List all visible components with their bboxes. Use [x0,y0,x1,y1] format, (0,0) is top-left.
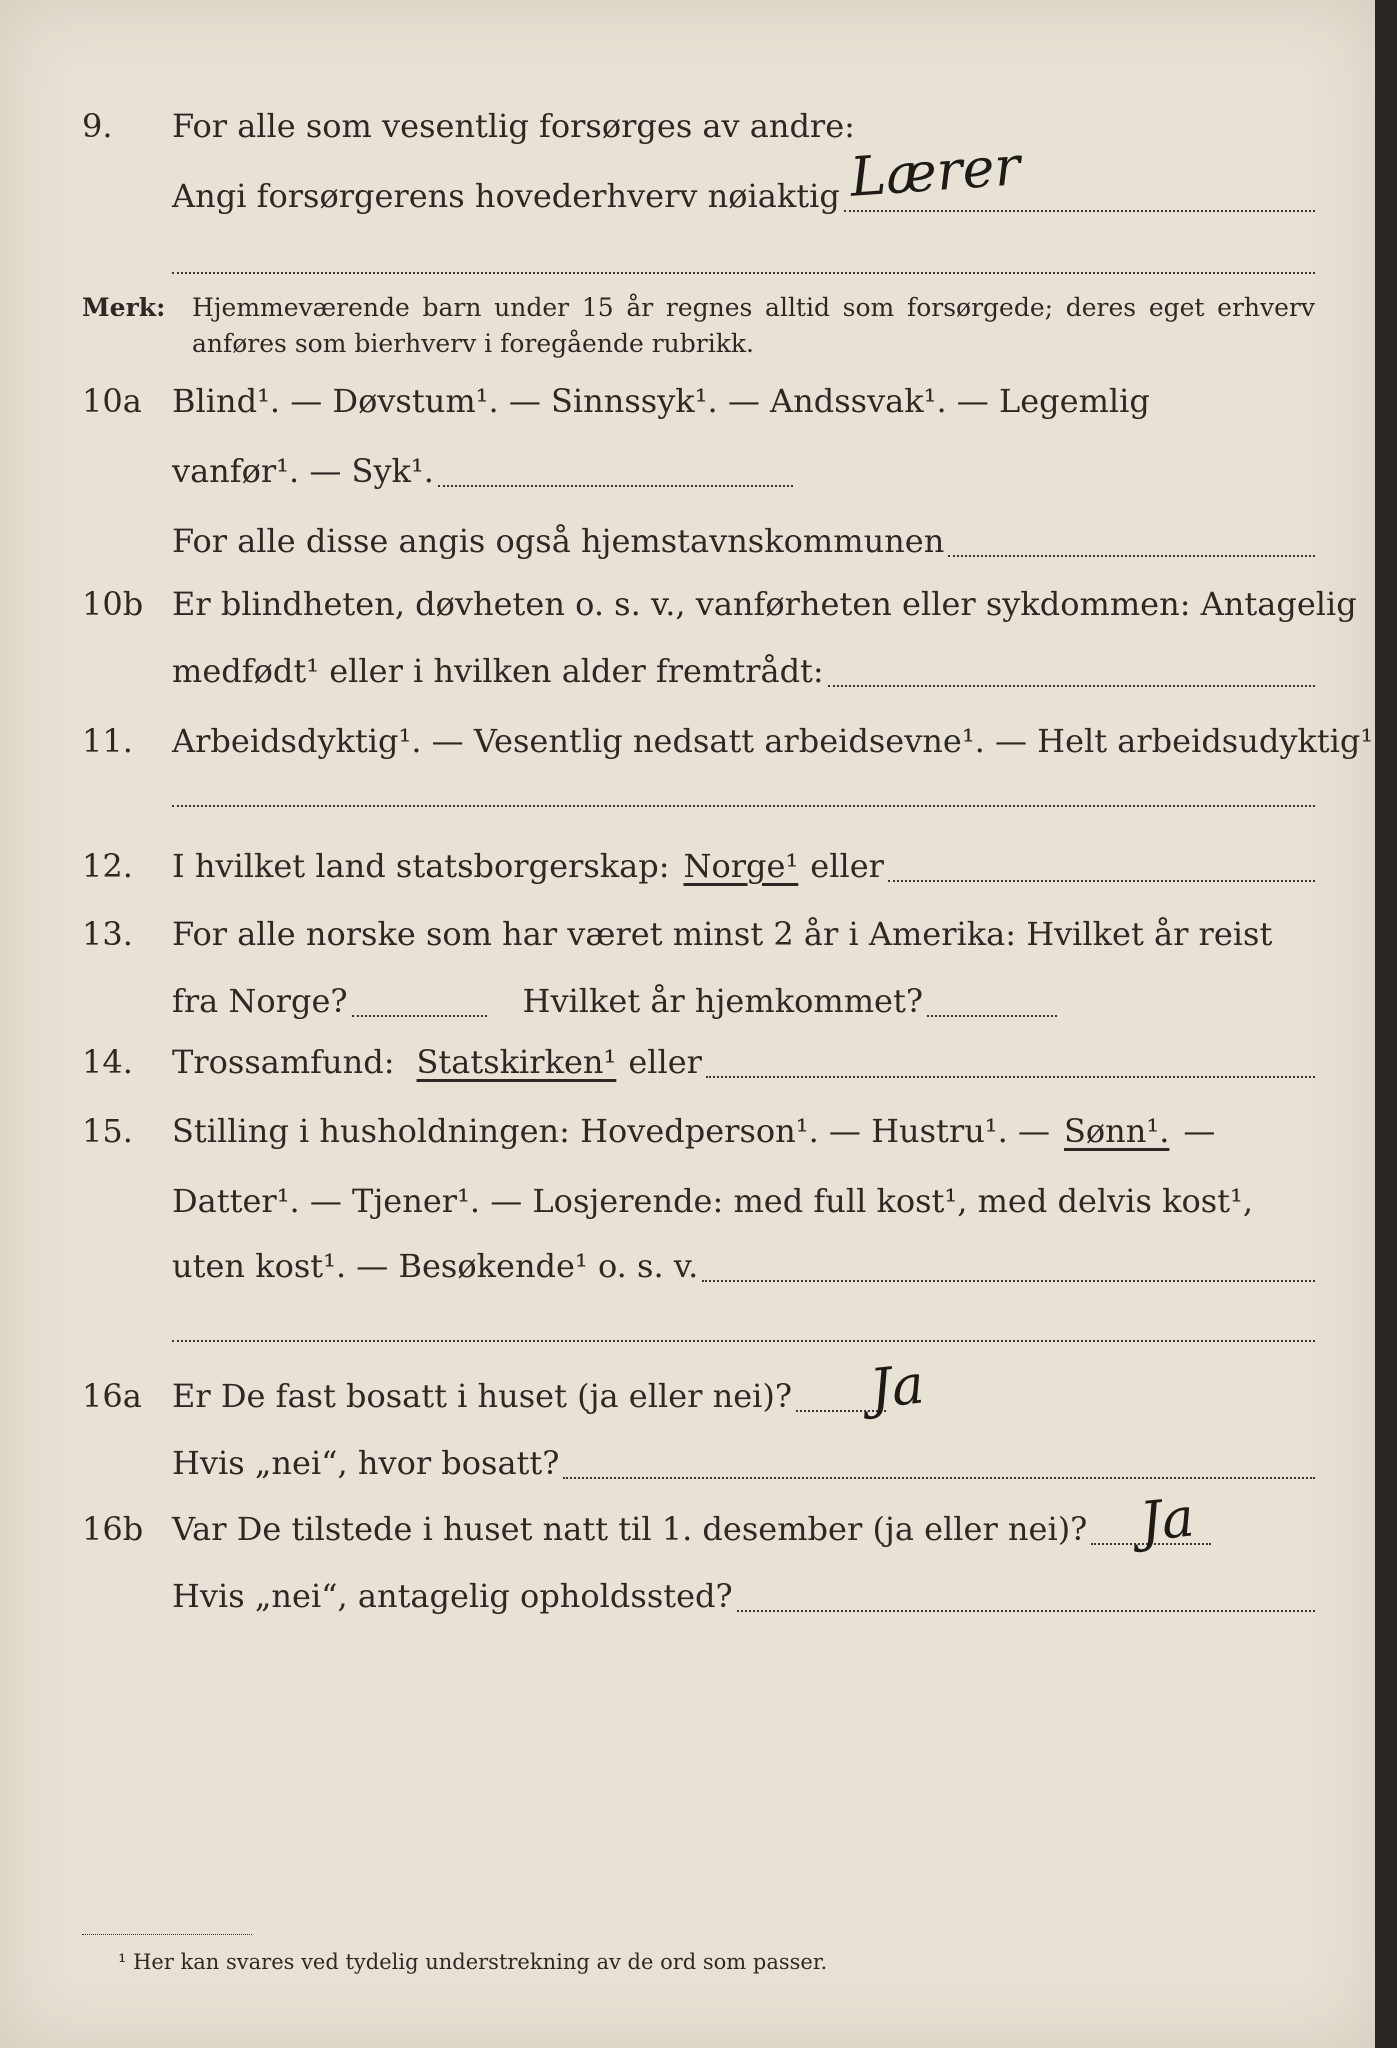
q16b-handwritten-answer: Ja [1136,1485,1197,1554]
q14-line [0,1036,1375,1088]
q10a-answer-line[interactable] [438,485,793,487]
q16b-location-prompt: Hvis „nei“, antagelig opholdssted? [172,1577,733,1615]
q14-option-statskirken: Statskirken¹ [416,1043,617,1081]
merk-label: Merk: [82,293,166,322]
q14-option-eller: eller [628,1043,702,1081]
merk-text: Hjemmeværende barn under 15 år regnes alltid som forsørgede; deres eget erhverv anføres som bierhverv i foregående rubrikk. [192,293,1315,358]
q10a-hometown-prompt: For alle disse angis også hjemstavnskommunen [172,522,945,560]
q15-option-sonn: Sønn¹. [1063,1112,1170,1150]
q15-line2 [0,1175,1375,1227]
merk-note [82,290,1315,370]
q10b-answer-line[interactable] [828,685,1315,687]
q10a-line3 [0,515,1375,567]
q16b-question: Var De tilstede i huset natt til 1. desember (ja eller nei)? [172,1510,1088,1548]
q14-number: 14. [82,1043,133,1081]
q15-options-3: uten kost¹. — Besøkende¹ o. s. v. [172,1247,699,1285]
q13-return-line[interactable] [927,1015,1057,1017]
q9-prompt: Angi forsørgerens hovederhverv nøiaktig [172,177,840,215]
q13-line1 [0,908,1375,960]
q16b-line2 [0,1570,1375,1622]
q11-answer-line[interactable] [172,805,1315,807]
q12-option-norge: Norge¹ [683,847,799,885]
q13-departure-prompt: fra Norge? [172,982,348,1020]
q10a-options: Blind¹. — Døvstum¹. — Sinnssyk¹. — Andssvak¹. — Legemlig [172,382,1150,420]
q9-handwritten-answer: Lærer [848,134,1023,209]
q12-answer-line[interactable] [888,880,1315,882]
q10a-line1 [0,375,1375,427]
q15-line3 [0,1240,1375,1292]
q16a-line2 [0,1437,1375,1489]
q13-question: For alle norske som har været minst 2 år i Amerika: Hvilket år reist [172,915,1273,953]
q10a-options-2: vanfør¹. — Syk¹. [172,452,434,490]
q11-options: Arbeidsdyktig¹. — Vesentlig nedsatt arbeidsevne¹. — Helt arbeidsudyktig¹. [172,722,1384,760]
q9-answer-line[interactable] [844,210,1315,212]
q13-number: 13. [82,915,133,953]
q11-number: 11. [82,722,133,760]
q16a-residence-prompt: Hvis „nei“, hvor bosatt? [172,1444,560,1482]
q10b-question: Er blindheten, døvheten o. s. v., vanførheten eller sykdommen: Antagelig [172,585,1357,623]
q15-number: 15. [82,1112,133,1150]
q16a-residence-line[interactable] [563,1477,1315,1479]
q9-question: For alle som vesentlig forsørges av andre: [172,107,855,145]
q15-options-1: Stilling i husholdningen: Hovedperson¹. — Hustru¹. — [172,1112,1050,1150]
q15-extra-line[interactable] [172,1340,1315,1342]
q10b-line2 [0,645,1375,697]
q10b-number: 10b [82,585,144,623]
q14-prompt: Trossamfund: [172,1043,395,1081]
q9-extra-line [172,272,1315,274]
footnote: ¹ Her kan svares ved tydelig understrekning av de ord som passer. [118,1950,828,1974]
q13-departure-line[interactable] [352,1015,487,1017]
q16a-question: Er De fast bosatt i huset (ja eller nei)? [172,1377,793,1415]
q13-line2 [0,975,1375,1027]
q10a-number: 10a [82,382,142,420]
q16a-number: 16a [82,1377,142,1415]
footnote-rule [82,1934,252,1935]
q10b-line1 [0,578,1375,630]
q16b-number: 16b [82,1510,144,1548]
q16a-line1 [0,1370,1375,1422]
q12-line [0,840,1375,892]
q15-line1 [0,1105,1375,1157]
q9-line2 [0,170,1375,222]
q13-return-prompt: Hvilket år hjemkommet? [522,982,923,1020]
q10a-line2 [0,445,1375,497]
q10a-hometown-line[interactable] [948,555,1315,557]
q12-prompt: I hvilket land statsborgerskap: [172,847,670,885]
q9-number: 9. [82,107,113,145]
q15-options-2: Datter¹. — Tjener¹. — Losjerende: med full kost¹, med delvis kost¹, [172,1182,1254,1220]
q9-line1 [0,100,1375,152]
q14-answer-line[interactable] [706,1076,1315,1078]
q15-answer-line[interactable] [702,1280,1315,1282]
q10b-prompt: medfødt¹ eller i hvilken alder fremtrådt: [172,652,824,690]
q16b-location-line[interactable] [737,1610,1315,1612]
q12-option-eller: eller [810,847,884,885]
q12-number: 12. [82,847,133,885]
q15-dash: — [1183,1112,1216,1150]
q16a-handwritten-answer: Ja [866,1352,927,1421]
q11-line1 [0,715,1384,767]
